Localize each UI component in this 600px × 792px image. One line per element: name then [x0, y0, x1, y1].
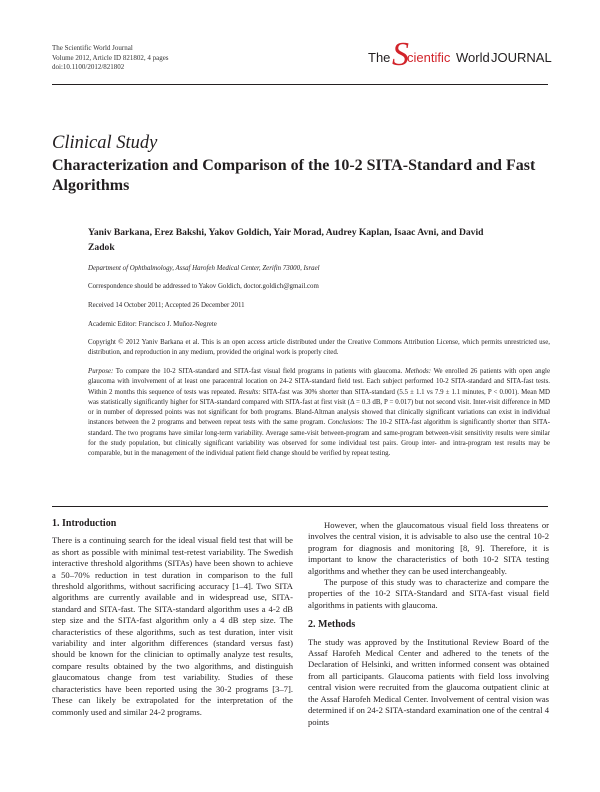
- methods-paragraph: The study was approved by the Institutional Review Board of the Assaf Harofeh Medical Center and adhered to the tenets of the Declaration of Helsinki, and written informed consent was obtained from all participants. Glaucoma patients with field loss involving central vision were recruited from the glaucoma outpatient clinic at the Assaf Harofeh Medical Center. Involvement of central vision was determined if on 24-2 SITA-standard examination one of the central 4 points: [308, 636, 549, 727]
- abstract-purpose: To compare the 10-2 SITA-standard and SITA-fast visual field programs in patients with glaucoma.: [113, 368, 405, 375]
- affiliation: Department of Ophthalmology, Assaf Harofeh Medical Center, Zerifin 73000, Israel: [88, 265, 320, 272]
- doi-line: doi:10.1100/2012/821802: [52, 63, 125, 71]
- logo-s: S: [392, 36, 409, 73]
- logo-the: The: [368, 50, 391, 65]
- correspondence: Correspondence should be addressed to Yakov Goldich, doctor.goldich@gmail.com: [88, 283, 319, 290]
- abstract-methods: We enrolled 26 patients with open angle glaucoma with involvement of at least one paracentral location on 24-2 SITA-standard field test. Each subject performed 10-2 SITA-standard and SITA-fast tests. Within 2 months this sequence of tests was repeated.: [88, 368, 550, 396]
- journal-logo: [368, 36, 552, 80]
- academic-editor: Academic Editor: Francisco J. Muñoz-Negrete: [88, 321, 217, 328]
- received-dates: Received 14 October 2011; Accepted 26 December 2011: [88, 302, 245, 309]
- abstract: [88, 367, 550, 460]
- introduction-paragraph: There is a continuing search for the ideal visual field test that will be as short as possible with minimal test-retest variability. The Swedish interactive threshold algorithms (SITAs) have been shown to achieve a 50–70% reduction in test duration in comparison to the full threshold algorithms, without sacrificing accuracy [1–4]. Two SITA algorithms are currently available and in widespread use, SITA-standard and SITA-fast. The SITA-standard algorithm uses a 4-2 dB step size and the SITA-fast algorithm only a 4 dB step size. The characteristics of these algorithms, such as test duration, inter visit variability and inter algorithm differences (standard versus fast) should be known for the clinician to optimally analyze test results, compare results obtained by the two algorithms, and distinguish glaucomatous change from test variability. Studies of these characteristics have been reported using the 30-2 programs [3–7]. These can likely be extrapolated for the interpretation of the commonly used and similar 24-2 programs.: [52, 535, 293, 717]
- copyright-notice: Copyright © 2012 Yaniv Barkana et al. This is an open access article distributed under the Creative Commons Attribution License, which permits unrestricted use, distribution, and reproduction in any medium, provided the original work is properly cited.: [88, 339, 550, 356]
- body-column-left: [52, 518, 293, 718]
- section-heading-methods: 2. Methods: [308, 619, 356, 631]
- body-column-right: [308, 520, 549, 728]
- abstract-purpose-label: Purpose:: [88, 368, 114, 375]
- volume-line: Volume 2012, Article ID 821802, 4 pages: [52, 53, 169, 62]
- abstract-conclusions-label: Conclusions:: [327, 419, 364, 427]
- logo-world: World: [456, 50, 490, 65]
- section-heading-introduction: 1. Introduction: [52, 518, 117, 529]
- logo-cientific: cientific: [407, 50, 451, 65]
- logo-journal: JOURNAL: [491, 50, 552, 65]
- introduction-paragraph-3: The purpose of this study was to characterize and compare the properties of the 10-2 SITA-Standard and SITA-fast visual field algorithms in patients with glaucoma.: [308, 577, 549, 610]
- article-type: Clinical Study: [52, 133, 158, 153]
- abstract-results: SITA-fast was 30% shorter than SITA-standard (5.5 ± 1.1 vs 7.9 ± 1.1 minutes, P < 0.001). Mean MD was statistically significantly higher for SITA-standard compared with SITA-fast at first visit (Δ = 0.3 dB, P = 0.017) but not second visit. Inter-visit difference in MD or in number of depressed points was not significant for both programs. Bland-Altman analysis showed that clinically significant variations can exist in individual instances between the 2 programs and between repeat tests with the same program.: [88, 388, 551, 427]
- header-rule: [52, 84, 548, 85]
- abstract-rule: [52, 506, 548, 507]
- author-list: Yaniv Barkana, Erez Bakshi, Yakov Goldich, Yair Morad, Audrey Kaplan, Isaac Avni, and David Zadok: [88, 227, 484, 253]
- abstract-conclusions: The 10-2 SITA-fast algorithm is significantly shorter than SITA-standard. The two programs have similar long-term variability. Average same-visit between-program and same-program between-visit sensitivity results were similar for the study population, but clinically significant variability was observed for some individual test pairs. Group inter- and intra-program test results may be comparable, but in the management of the individual patient field change should be verified by repeat testing.: [88, 419, 550, 458]
- journal-meta: [52, 44, 169, 73]
- introduction-paragraph-2: However, when the glaucomatous visual field loss threatens or involves the central vision, it is advisable to also use the central 10-2 program for diagnosis and monitoring [8, 9]. Therefore, it is important to know the characteristics of both 10-2 SITA testing algorithms and whether they can be used interchangeably.: [308, 520, 549, 576]
- article-title: Characterization and Comparison of the 10-2 SITA-Standard and Fast Algorithms: [52, 157, 536, 194]
- journal-name: The Scientific World Journal: [52, 44, 133, 52]
- abstract-methods-label: Methods:: [405, 368, 432, 375]
- abstract-results-label: Results:: [238, 388, 261, 396]
